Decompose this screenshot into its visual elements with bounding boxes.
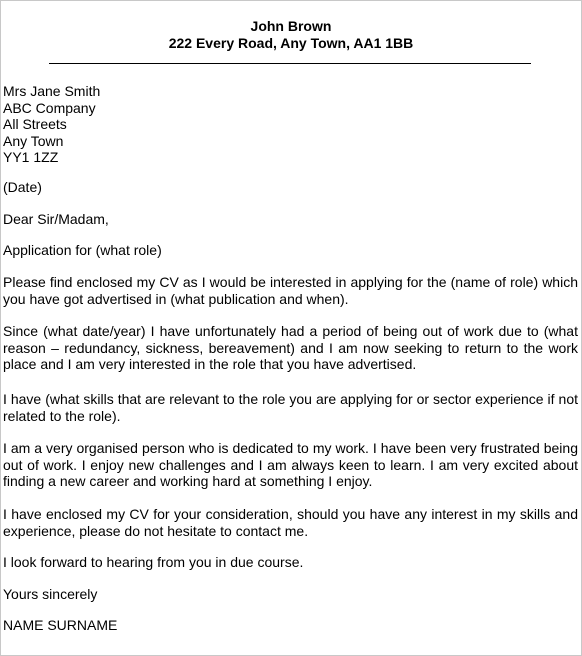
paragraph-5: I have enclosed my CV for your consideration, should you have any interest in my skills and experience, please do not hesitate to contact me. bbox=[3, 506, 578, 539]
paragraph-4: I am a very organised person who is dedicated to my work. I have been very frustrated being out of work. I enjoy new challenges and I am always keen to learn. I am very excited about finding a new career and working hard at something I enjoy. bbox=[3, 440, 578, 489]
paragraph-6: I look forward to hearing from you in due course. bbox=[3, 554, 304, 570]
sender-name: John Brown bbox=[250, 18, 332, 34]
paragraph-1: Please find enclosed my CV as I would be interested in applying for the (name of role) which you have got advertised in (what publication and when). bbox=[3, 274, 578, 307]
salutation: Dear Sir/Madam, bbox=[3, 211, 109, 227]
signature-name: NAME SURNAME bbox=[3, 617, 118, 633]
header-divider bbox=[49, 63, 531, 64]
letter-date: (Date) bbox=[3, 179, 42, 195]
recipient-postcode: YY1 1ZZ bbox=[3, 149, 59, 165]
paragraph-2: Since (what date/year) I have unfortunately had a period of being out of work due to (what reason – redundancy, sickness, bereavement) and I am now seeking to return to the work place and I am very interested in the role that you have advertised. bbox=[3, 323, 578, 372]
recipient-company: ABC Company bbox=[3, 99, 96, 116]
recipient-street: All Streets bbox=[3, 116, 67, 132]
recipient-town: Any Town bbox=[3, 132, 64, 149]
closing: Yours sincerely bbox=[3, 586, 98, 602]
sender-address: 222 Every Road, Any Town, AA1 1BB bbox=[168, 35, 414, 51]
subject-line: Application for (what role) bbox=[3, 242, 162, 258]
recipient-name: Mrs Jane Smith bbox=[3, 83, 101, 99]
paragraph-3: I have (what skills that are relevant to the role you are applying for or sector experience if not related to the role). bbox=[3, 391, 578, 424]
recipient-block bbox=[3, 83, 578, 166]
